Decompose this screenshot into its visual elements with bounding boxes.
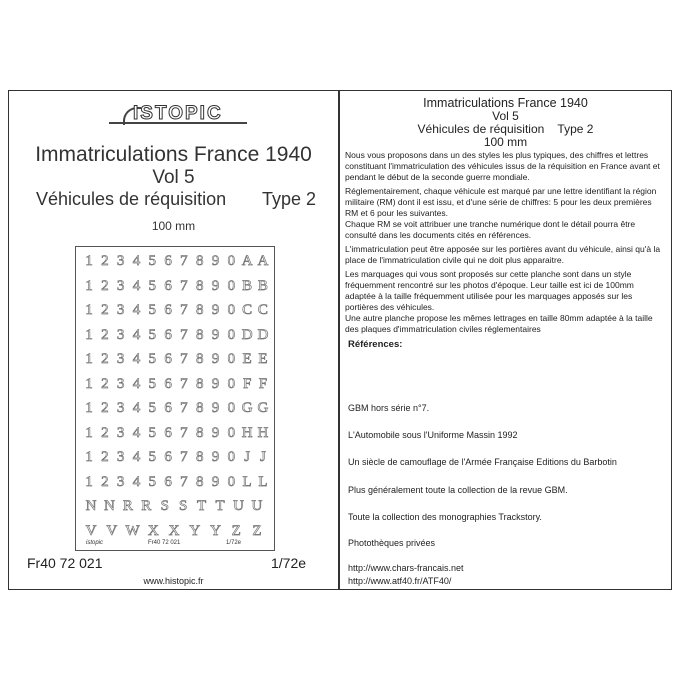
decal-glyph: F — [258, 375, 268, 392]
website-url[interactable]: www.histopic.fr — [143, 576, 204, 586]
decal-glyph: 0 — [227, 253, 236, 269]
decal-glyph: 8 — [195, 375, 204, 392]
decal-glyph: 6 — [164, 473, 172, 490]
decal-glyph: 5 — [148, 400, 156, 416]
decal-glyph: 8 — [195, 400, 204, 416]
decal-glyph: L — [242, 473, 252, 490]
decal-glyph: 3 — [116, 473, 125, 490]
right-title: Immatriculations France 1940 — [423, 96, 588, 110]
reference-link[interactable]: http://www.chars-francais.net — [348, 563, 464, 573]
decal-glyph: G — [241, 400, 253, 416]
decal-row — [82, 327, 270, 344]
decal-glyph: 6 — [164, 253, 172, 269]
decal-glyph: H — [241, 424, 253, 441]
decal-glyph: 6 — [164, 351, 172, 367]
decal-glyph: 0 — [227, 277, 236, 294]
decal-glyph: R — [141, 498, 152, 514]
decal-glyph: C — [242, 302, 253, 318]
decal-glyph: 2 — [101, 424, 109, 441]
decal-glyph: 5 — [148, 424, 156, 441]
decal-glyph: 0 — [227, 400, 236, 416]
decal-glyph: 3 — [116, 326, 125, 343]
reference-item: Photothèques privées — [348, 538, 436, 548]
decal-glyph: 1 — [85, 375, 93, 392]
decal-row — [82, 449, 270, 466]
decal-glyph: G — [257, 400, 269, 416]
decal-glyph: 6 — [164, 302, 172, 318]
decal-glyph: 7 — [180, 326, 188, 343]
decal-glyph: 7 — [180, 302, 188, 318]
decal-row — [84, 498, 264, 515]
left-panel — [8, 90, 339, 590]
decal-glyph: Z — [231, 522, 241, 539]
sheet-footer-code: Fr40 72 021 — [148, 540, 181, 546]
decal-glyph: V — [106, 522, 118, 539]
reference-item: Plus généralement toute la collection de la revue GBM. — [348, 485, 568, 495]
decal-glyph: 2 — [101, 375, 109, 392]
decal-glyph: 4 — [132, 400, 141, 416]
decal-glyph: 7 — [180, 277, 188, 294]
decal-glyph: 2 — [101, 277, 109, 294]
decal-glyph: 4 — [132, 449, 141, 465]
decal-glyph: 7 — [180, 351, 188, 367]
decal-glyph: X — [168, 522, 180, 539]
decal-glyph: 9 — [211, 400, 220, 416]
decal-glyph: 1 — [85, 326, 93, 343]
decal-glyph: J — [260, 449, 266, 465]
decal-glyph: 9 — [211, 253, 220, 269]
decal-glyph: V — [85, 522, 97, 539]
decal-glyph: 1 — [85, 277, 93, 294]
decal-glyph: E — [242, 351, 252, 367]
decal-glyph: 0 — [227, 473, 236, 490]
decal-glyph: 9 — [211, 375, 220, 392]
decal-glyph: 1 — [85, 400, 93, 416]
decal-glyph: 2 — [101, 473, 109, 490]
left-vol: Vol 5 — [152, 167, 195, 188]
decal-glyph: T — [197, 498, 207, 514]
decal-glyph: 3 — [116, 302, 125, 318]
decal-glyph: 6 — [164, 277, 172, 294]
references-title: Références: — [348, 339, 403, 350]
decal-row — [82, 253, 270, 270]
decal-glyph: 4 — [132, 473, 141, 490]
decal-row — [82, 425, 270, 442]
decal-glyph: F — [242, 375, 252, 392]
decal-row — [82, 302, 270, 319]
decal-row — [82, 400, 270, 417]
decal-glyph: Y — [189, 522, 201, 539]
decal-glyph: 2 — [101, 400, 109, 416]
right-size: 100 mm — [483, 135, 528, 149]
decal-glyph: R — [122, 498, 133, 514]
decal-glyph: 9 — [211, 449, 220, 465]
decal-glyph: 3 — [116, 424, 125, 441]
decal-glyph: 8 — [195, 253, 204, 269]
decal-glyph: A — [241, 253, 253, 269]
decal-glyph: 8 — [195, 449, 204, 465]
decal-glyph: 4 — [132, 424, 141, 441]
decal-glyph: 0 — [227, 351, 236, 367]
decal-glyph: 8 — [195, 302, 204, 318]
decal-glyph: 0 — [227, 449, 236, 465]
product-scale: 1/72e — [271, 555, 307, 571]
decal-glyph: 9 — [211, 473, 220, 490]
decal-glyph: 5 — [148, 326, 156, 343]
decal-glyph: 4 — [132, 253, 141, 269]
right-vol: Vol 5 — [492, 109, 519, 123]
decal-glyph: 1 — [85, 473, 93, 490]
paragraph-regulation: Réglementairement, chaque véhicule est marqué par une lettre identifiant la région militaire (RM) dont il est issu, et d'une série de chiffres: 5 pour les deux premières RM et 6 pour les suivantes. — [345, 186, 657, 218]
decal-sheet — [75, 246, 275, 551]
decal-glyph: L — [258, 473, 268, 490]
logo-text: ISTOPIC — [133, 103, 223, 124]
decal-glyph: W — [125, 522, 140, 539]
decal-glyph: D — [257, 326, 269, 343]
decal-glyph: 9 — [211, 326, 220, 343]
decal-glyph: D — [241, 326, 253, 343]
left-type: Type 2 — [262, 189, 317, 209]
decal-glyph: 6 — [164, 326, 172, 343]
decal-glyph: 7 — [180, 424, 188, 441]
decal-glyph: 3 — [116, 449, 125, 465]
decal-glyph: 8 — [195, 326, 204, 343]
decal-glyph: N — [104, 498, 115, 514]
decal-glyph: 2 — [101, 449, 109, 465]
reference-item: GBM hors série n°7. — [348, 403, 430, 413]
decal-glyph: 8 — [195, 424, 204, 441]
sheet-footer-logo: istopic — [86, 540, 104, 546]
decal-glyph: 1 — [85, 253, 93, 269]
decal-glyph: 8 — [195, 277, 204, 294]
decal-glyph: 5 — [148, 473, 156, 490]
decal-glyph: 6 — [164, 375, 172, 392]
right-subtitle: Véhicules de réquisition Type 2 — [417, 122, 594, 136]
decal-glyph: H — [257, 424, 269, 441]
decal-glyph: S — [179, 498, 188, 514]
decal-glyph: C — [257, 302, 268, 318]
decal-glyph: 6 — [164, 400, 172, 416]
decal-glyph: 9 — [211, 277, 220, 294]
decal-glyph: 0 — [227, 302, 236, 318]
decal-glyph: E — [258, 351, 268, 367]
decal-glyph: 0 — [227, 375, 236, 392]
decal-glyph: 5 — [148, 277, 156, 294]
decal-row — [82, 474, 270, 491]
left-size: 100 mm — [151, 219, 196, 233]
decal-glyph: 1 — [85, 424, 93, 441]
decal-glyph: S — [160, 498, 169, 514]
reference-item: Un siècle de camouflage de l'Armée Française Editions du Barbotin — [348, 457, 617, 467]
decal-glyph: 9 — [211, 351, 220, 367]
decal-glyph: 4 — [132, 277, 141, 294]
decal-glyph: 4 — [132, 351, 141, 367]
decal-glyph: 5 — [148, 351, 156, 367]
histopic-logo — [109, 103, 249, 127]
decal-glyph: 1 — [85, 302, 93, 318]
decal-glyph: 2 — [101, 253, 109, 269]
decal-glyph: 8 — [195, 473, 204, 490]
decal-glyph: T — [215, 498, 225, 514]
paragraph-rm: Chaque RM se voit attribuer une tranche numérique dont le détail pourra être consulté dans les documents cités en références. — [345, 219, 636, 240]
paragraph-other-sheet: Une autre planche propose les mêmes lettrages en taille 80mm adaptée à la taille des plaques d'immatriculation civiles réglementaires — [345, 313, 653, 334]
decal-glyph: 6 — [164, 449, 172, 465]
decal-glyph: 6 — [164, 424, 172, 441]
paragraph-placement: L'immatriculation peut être apposée sur les portières avant du véhicule, ainsi qu'à la place de l'immatriculation civile qui ne doit plus apparaitre. — [345, 244, 661, 265]
decal-glyph: 3 — [116, 253, 125, 269]
right-panel — [339, 90, 672, 590]
decal-glyph: Y — [210, 522, 221, 539]
decal-glyph: 8 — [195, 351, 204, 367]
decal-row — [82, 278, 270, 295]
decal-glyph: 7 — [180, 375, 188, 392]
reference-item: Toute la collection des monographies Trackstory. — [348, 512, 542, 522]
sheet-footer-scale: 1/72e — [226, 540, 242, 546]
decal-glyph: 5 — [148, 253, 156, 269]
decal-glyph: J — [244, 449, 251, 465]
decal-glyph: 0 — [227, 326, 236, 343]
decal-glyph: 3 — [116, 351, 125, 367]
decal-glyph: 1 — [85, 351, 93, 367]
reference-item: L'Automobile sous l'Uniforme Massin 1992 — [348, 430, 518, 440]
decal-glyph: A — [257, 253, 269, 269]
decal-glyph: 7 — [180, 473, 188, 490]
left-subtitle: Véhicules de réquisition — [36, 189, 227, 209]
decal-row — [82, 376, 270, 393]
decal-glyph: 5 — [148, 375, 156, 392]
paragraph-style: Les marquages qui vous sont proposés sur cette planche sont dans un style fréquemment rencontré sur les photos d'époque. Leur taille est ici de 100mm adaptée à la taille fréquemment utilisée pour les marquages apposés sur les portières des véhicules. — [345, 269, 634, 312]
paragraph-intro: Nous vous proposons dans un des styles les plus typiques, des chiffres et lettres constituant l'immatriculation des véhicules issus de la réquisition en France avant et pendant le début de la seconde guerre mondiale. — [345, 150, 660, 182]
decal-row — [84, 523, 264, 540]
decal-glyph: U — [251, 498, 263, 514]
decal-glyph: 3 — [116, 277, 125, 294]
decal-glyph: 2 — [101, 351, 109, 367]
decal-glyph: B — [257, 277, 268, 294]
decal-glyph: 9 — [211, 424, 220, 441]
decal-glyph: 7 — [180, 449, 188, 465]
decal-glyph: 5 — [148, 302, 156, 318]
decal-glyph: B — [242, 277, 253, 294]
product-code: Fr40 72 021 — [27, 555, 103, 571]
decal-glyph: 3 — [116, 400, 125, 416]
decal-glyph: 7 — [180, 253, 188, 269]
reference-link[interactable]: http://www.atf40.fr/ATF40/ — [348, 576, 452, 586]
decal-glyph: U — [233, 498, 244, 514]
decal-glyph: 4 — [132, 326, 141, 343]
decal-glyph: 2 — [101, 326, 109, 343]
decal-glyph: 2 — [101, 302, 109, 318]
decal-glyph: X — [147, 522, 159, 539]
decal-glyph: 1 — [85, 449, 93, 465]
decal-glyph: 9 — [211, 302, 220, 318]
decal-glyph: Z — [252, 522, 262, 539]
decal-glyph: N — [85, 498, 97, 514]
decal-glyph: 4 — [132, 302, 141, 318]
decal-row — [82, 351, 270, 368]
decal-glyph: 0 — [227, 424, 236, 441]
decal-glyph: 5 — [148, 449, 156, 465]
decal-glyph: 7 — [180, 400, 188, 416]
decal-glyph: 3 — [116, 375, 125, 392]
left-title: Immatriculations France 1940 — [35, 143, 312, 166]
decal-glyph: 4 — [132, 375, 141, 392]
